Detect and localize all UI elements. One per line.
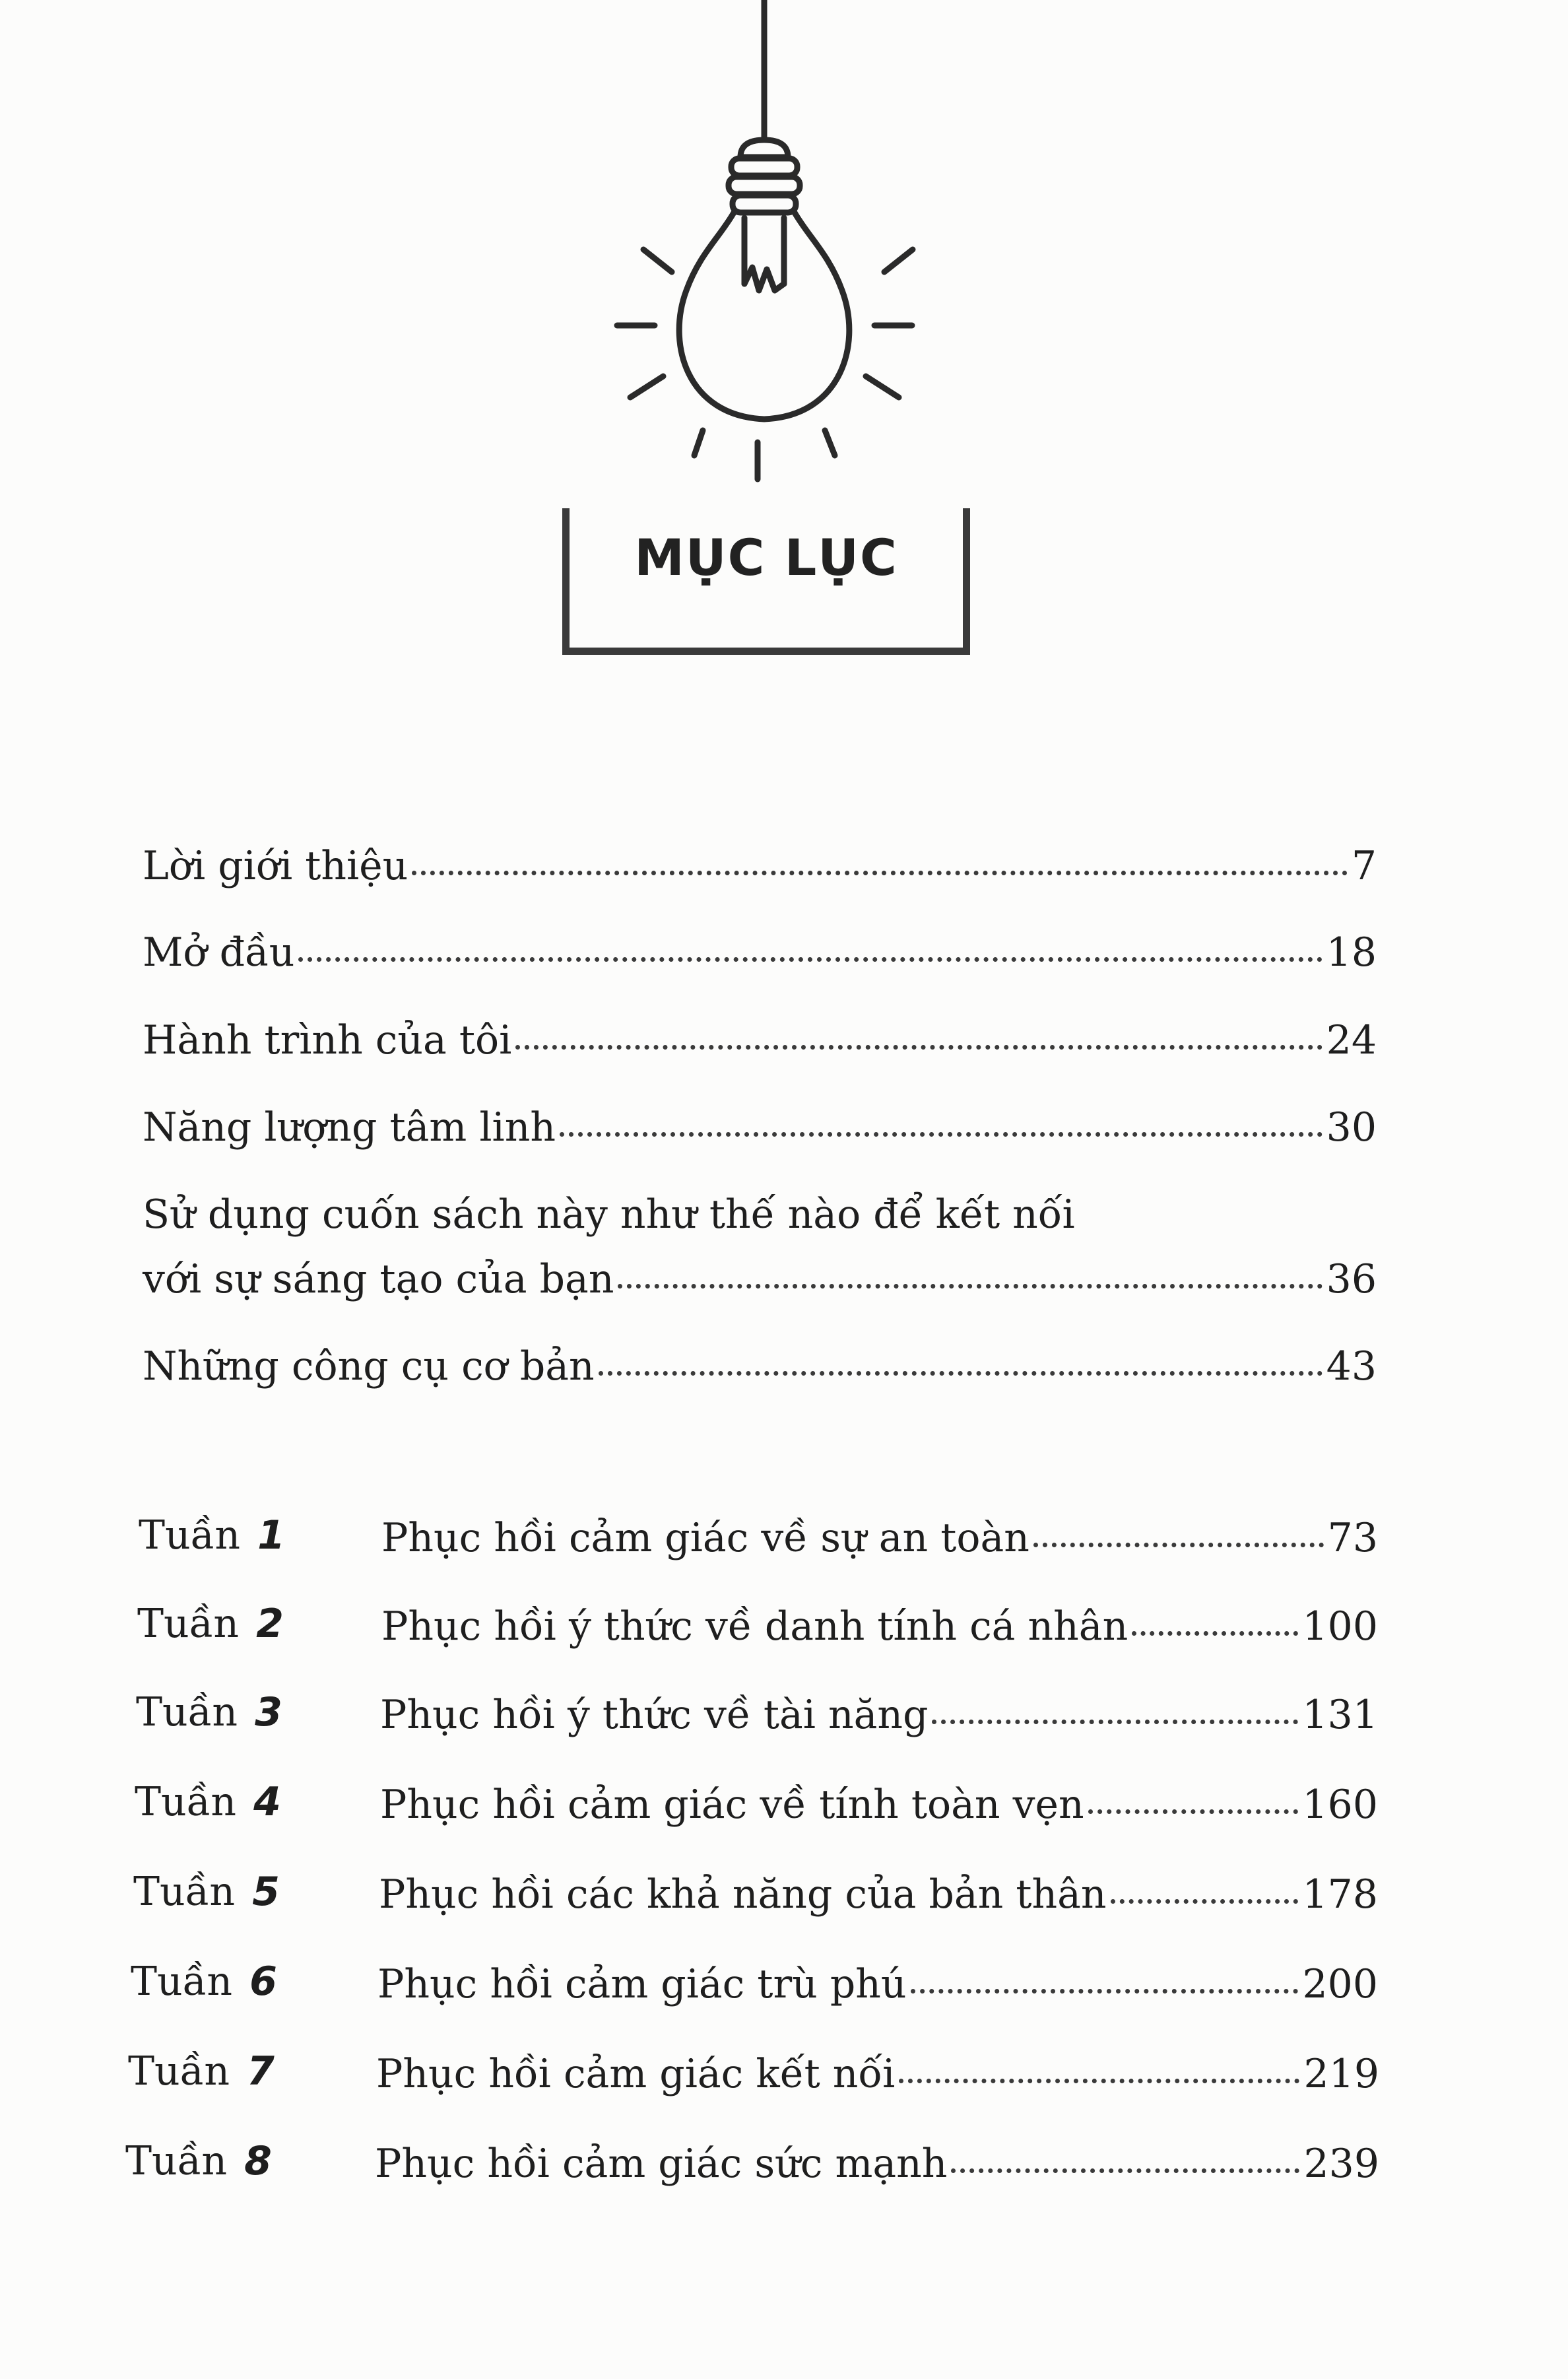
week-number: 7: [247, 2048, 275, 2094]
dot-leader: [899, 2079, 1299, 2083]
toc-page-number: 43: [1326, 1343, 1377, 1390]
dot-leader: [1111, 1899, 1299, 1904]
dot-leader: [560, 1132, 1323, 1137]
toc-entry-title: Phục hồi cảm giác kết nối: [376, 2051, 896, 2097]
toc-page-number: 7: [1351, 843, 1377, 889]
toc-page-number: 131: [1302, 1692, 1378, 1738]
week-prefix: Tuần: [135, 1779, 237, 1825]
toc-entry-title: Hành trình của tôi: [143, 1017, 512, 1063]
week-label: [128, 2048, 275, 2094]
toc-entry: [143, 929, 1377, 976]
week-number: 8: [244, 2138, 272, 2184]
toc-entry-title-line1: Sử dụng cuốn sách này như thế nào để kết nối: [143, 1191, 1075, 1238]
toc-entry: [380, 1692, 1378, 1738]
toc-entry-title: Mở đầu: [143, 929, 295, 976]
toc-entry: [381, 1515, 1378, 1561]
toc-entry: [143, 1104, 1377, 1151]
week-number: 4: [253, 1779, 281, 1825]
dot-leader: [412, 871, 1348, 875]
dot-leader: [599, 1371, 1323, 1376]
toc-entry-title: Năng lượng tâm linh: [143, 1104, 556, 1151]
toc-entry-title: Phục hồi cảm giác về tính toàn vẹn: [380, 1782, 1084, 1828]
week-label: [135, 1779, 281, 1825]
week-label: [137, 1601, 284, 1647]
toc-entry: [380, 1782, 1378, 1828]
lightbulb-icon: [0, 0, 1568, 515]
dot-leader: [618, 1284, 1322, 1289]
toc-entry-title: Phục hồi cảm giác sức mạnh: [375, 2141, 948, 2187]
week-number: 5: [252, 1869, 280, 1915]
week-number: 1: [257, 1512, 285, 1558]
page-title: MỤC LỤC: [634, 528, 898, 587]
dot-leader: [932, 1720, 1298, 1724]
toc-entry: [381, 1603, 1378, 1650]
toc-entry-title: Phục hồi ý thức về danh tính cá nhân: [381, 1603, 1128, 1650]
toc-page-number: 73: [1327, 1515, 1378, 1561]
dot-leader: [1088, 1809, 1299, 1814]
toc-entry-title: Những công cụ cơ bản: [143, 1343, 595, 1390]
toc-page-number: 178: [1302, 1871, 1378, 1918]
toc-entry: [376, 2051, 1379, 2097]
toc-entry-title: Lời giới thiệu: [143, 843, 408, 889]
toc-page-number: 200: [1302, 1961, 1378, 2007]
toc-page-number: 30: [1326, 1104, 1377, 1151]
dot-leader: [911, 1989, 1299, 1994]
toc-entry: [379, 1871, 1378, 1918]
week-prefix: Tuần: [139, 1512, 241, 1558]
toc-entry-title: Phục hồi cảm giác về sự an toàn: [381, 1515, 1029, 1561]
week-number: 6: [249, 1959, 277, 2005]
toc-page-number: 100: [1302, 1603, 1378, 1650]
week-number: 2: [256, 1601, 284, 1647]
toc-page-number: 160: [1302, 1782, 1378, 1828]
toc-page-number: 18: [1326, 929, 1377, 976]
toc-entry-title: Phục hồi các khả năng của bản thân: [379, 1871, 1107, 1918]
week-label: [139, 1512, 285, 1558]
week-label: [133, 1869, 280, 1915]
dot-leader: [1132, 1631, 1298, 1636]
toc-entry-title: Phục hồi ý thức về tài năng: [380, 1692, 929, 1738]
toc-entry: [375, 2141, 1379, 2187]
toc-page-number: 36: [1326, 1256, 1377, 1302]
toc-entry: [143, 1256, 1377, 1302]
week-prefix: Tuần: [136, 1689, 238, 1735]
toc-entry-title: Phục hồi cảm giác trù phú: [377, 1961, 907, 2007]
week-label: [131, 1959, 277, 2005]
toc-entry: [143, 1017, 1377, 1063]
title-frame: [562, 508, 970, 655]
week-prefix: Tuần: [131, 1959, 233, 2005]
dot-leader: [1033, 1543, 1324, 1547]
toc-entry-title: với sự sáng tạo của bạn: [143, 1256, 614, 1302]
toc-entry: [143, 843, 1377, 889]
toc-page-number: 239: [1303, 2141, 1379, 2187]
week-label: [125, 2138, 272, 2184]
dot-leader: [298, 957, 1322, 962]
toc-entry: [143, 1343, 1377, 1390]
toc-entry: [377, 1961, 1378, 2007]
dot-leader: [951, 2168, 1299, 2173]
week-prefix: Tuần: [137, 1601, 240, 1647]
week-prefix: Tuần: [128, 2048, 230, 2094]
toc-page-number: 219: [1303, 2051, 1379, 2097]
week-number: 3: [255, 1689, 282, 1735]
week-prefix: Tuần: [133, 1869, 236, 1915]
toc-page-number: 24: [1326, 1017, 1377, 1063]
week-label: [136, 1689, 282, 1735]
week-prefix: Tuần: [125, 2138, 228, 2184]
dot-leader: [515, 1045, 1322, 1050]
